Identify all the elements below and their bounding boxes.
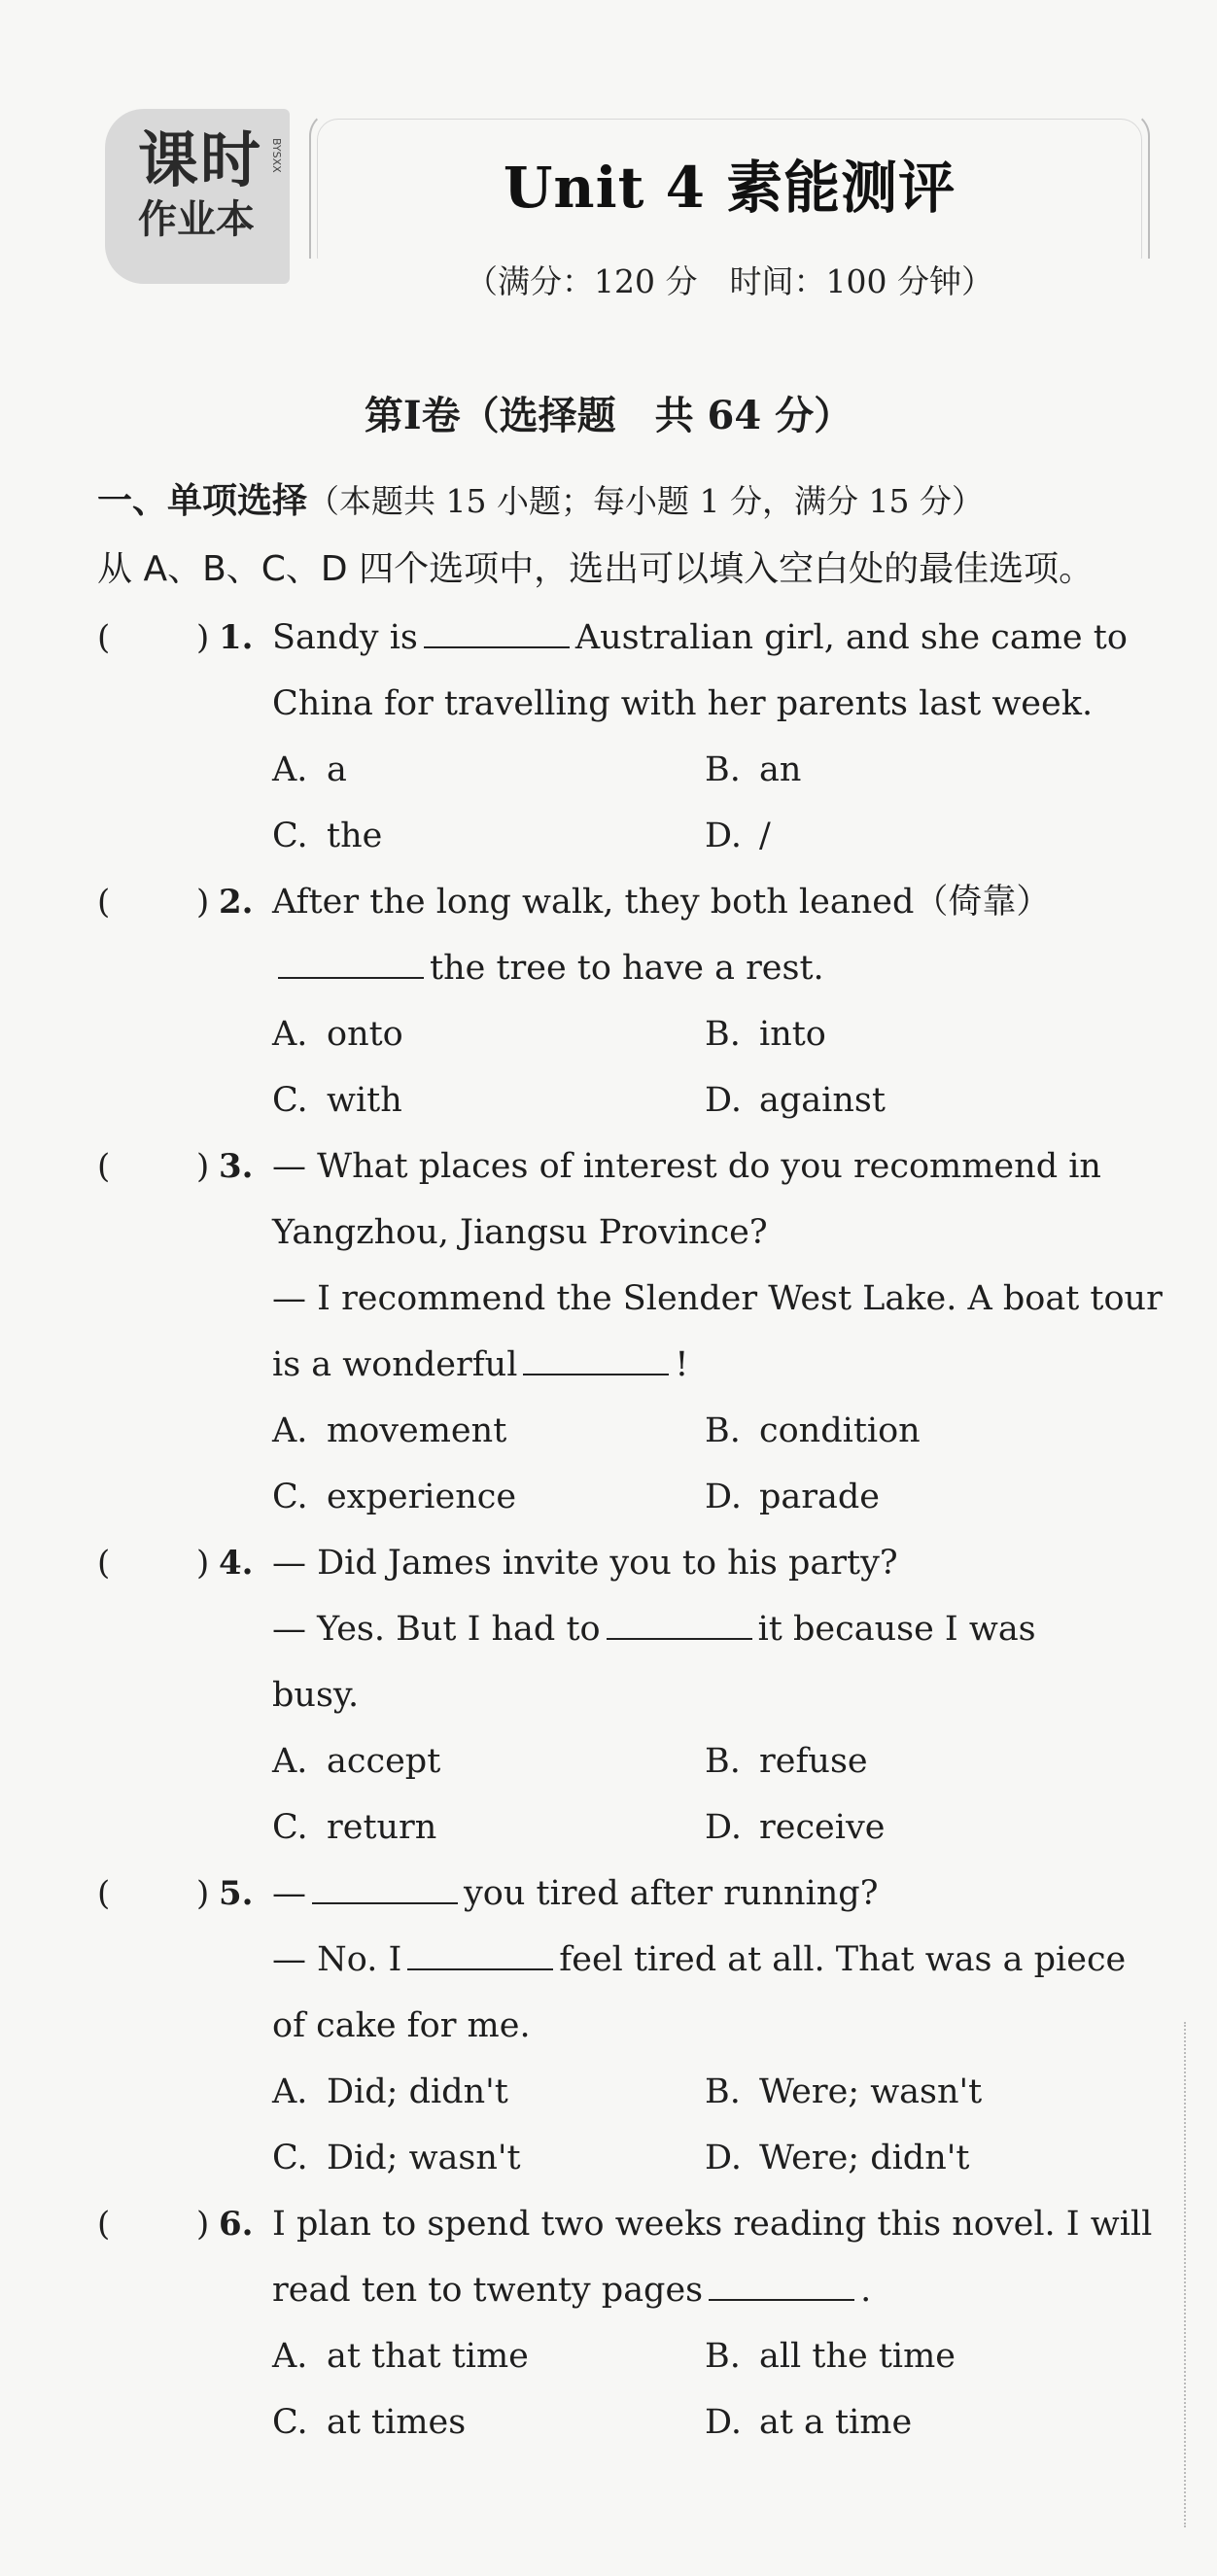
question-item bbox=[87, 1133, 1166, 1530]
stem-text: Sandy is bbox=[272, 618, 418, 657]
stem-text: ! bbox=[675, 1345, 689, 1384]
answer-option[interactable] bbox=[705, 1728, 1137, 1794]
part-heading-label: 一、单项选择 bbox=[97, 481, 308, 521]
option-letter: D. bbox=[705, 1081, 742, 1120]
option-grid bbox=[272, 1001, 1166, 1133]
answer-option[interactable] bbox=[272, 2059, 705, 2125]
option-text: Did; didn't bbox=[327, 2072, 508, 2111]
option-letter: C. bbox=[272, 1808, 308, 1847]
stem-line bbox=[272, 605, 1166, 671]
question-stem bbox=[272, 1530, 1166, 1728]
stem-text: is a wonderful bbox=[272, 1345, 518, 1384]
answer-option[interactable] bbox=[272, 2323, 705, 2389]
option-letter: A. bbox=[272, 1015, 308, 1054]
option-text: Did; wasn't bbox=[327, 2139, 521, 2177]
stem-text: — Yes. But I had to bbox=[272, 1610, 601, 1649]
option-text: condition bbox=[759, 1411, 921, 1450]
option-letter: A. bbox=[272, 2072, 308, 2111]
answer-option[interactable] bbox=[272, 1794, 705, 1861]
answer-blank[interactable] bbox=[424, 613, 570, 648]
stem-text: After the long walk, they both leaned（倚靠） bbox=[272, 883, 1051, 922]
score-time-info: （满分：120 分 时间：100 分钟） bbox=[309, 259, 1150, 305]
answer-option[interactable] bbox=[272, 1464, 705, 1530]
stem-line bbox=[272, 1993, 1166, 2059]
option-grid bbox=[272, 2059, 1166, 2191]
stem-text: it because I was bbox=[757, 1610, 1036, 1649]
stem-text: — I recommend the Slender West Lake. A boat tour bbox=[272, 1279, 1163, 1318]
option-text: accept bbox=[327, 1742, 441, 1781]
answer-option[interactable] bbox=[705, 2059, 1137, 2125]
question-item bbox=[87, 1530, 1166, 1861]
answer-option[interactable] bbox=[705, 1794, 1137, 1861]
answer-option[interactable] bbox=[272, 737, 705, 803]
question-number: 4. bbox=[219, 1544, 254, 1583]
question-item bbox=[87, 2191, 1166, 2455]
answer-blank[interactable] bbox=[278, 944, 424, 979]
option-letter: C. bbox=[272, 817, 308, 855]
option-text: a bbox=[327, 750, 347, 789]
answer-option[interactable] bbox=[272, 803, 705, 869]
option-text: all the time bbox=[759, 2337, 956, 2376]
stem-line bbox=[272, 2191, 1166, 2257]
answer-option[interactable] bbox=[705, 1398, 1137, 1464]
answer-bracket[interactable]: ( ) bbox=[97, 1147, 210, 1186]
answer-option[interactable] bbox=[272, 1067, 705, 1133]
stem-line bbox=[272, 1266, 1166, 1332]
option-letter: B. bbox=[705, 2072, 741, 2111]
answer-blank[interactable] bbox=[523, 1340, 669, 1375]
option-letter: A. bbox=[272, 750, 308, 789]
option-letter: A. bbox=[272, 2337, 308, 2376]
question-number: 2. bbox=[219, 883, 254, 922]
logo-small-text: BYSXX bbox=[270, 138, 283, 173]
question-stem bbox=[272, 869, 1166, 1001]
option-letter: C. bbox=[272, 1478, 308, 1516]
logo-text-line1: 课时 bbox=[138, 124, 263, 195]
option-text: Were; wasn't bbox=[759, 2072, 983, 2111]
stem-text: . bbox=[860, 2271, 872, 2310]
answer-option[interactable] bbox=[272, 1398, 705, 1464]
stem-text: feel tired at all. That was a piece bbox=[559, 1940, 1127, 1979]
stem-line bbox=[272, 1861, 1166, 1927]
question-list bbox=[87, 605, 1166, 2455]
stem-line bbox=[272, 1530, 1166, 1596]
stem-line bbox=[272, 1133, 1166, 1200]
question-stem bbox=[272, 2191, 1166, 2323]
option-letter: D. bbox=[705, 2139, 742, 2177]
stem-line bbox=[272, 1596, 1166, 1662]
stem-text: the tree to have a rest. bbox=[430, 949, 824, 988]
question-item bbox=[87, 605, 1166, 869]
stem-text: — What places of interest do you recommend in bbox=[272, 1147, 1101, 1186]
option-letter: C. bbox=[272, 1081, 308, 1120]
option-text: at times bbox=[327, 2403, 467, 2442]
option-letter: D. bbox=[705, 1478, 742, 1516]
answer-option[interactable] bbox=[705, 1067, 1137, 1133]
answer-blank[interactable] bbox=[709, 2266, 854, 2301]
option-grid bbox=[272, 1728, 1166, 1861]
stem-line bbox=[272, 1200, 1166, 1266]
stem-line bbox=[272, 869, 1166, 935]
logo-text-line2: 作业本 bbox=[138, 197, 255, 242]
stem-text: Australian girl, and she came to bbox=[574, 618, 1128, 657]
option-text: at that time bbox=[327, 2337, 529, 2376]
page-title: Unit 4 素能测评 bbox=[503, 155, 956, 221]
question-stem bbox=[272, 605, 1166, 737]
question-item bbox=[87, 869, 1166, 1133]
option-grid bbox=[272, 737, 1166, 869]
question-number: 5. bbox=[219, 1874, 254, 1913]
answer-option[interactable] bbox=[272, 1728, 705, 1794]
answer-blank[interactable] bbox=[407, 1935, 553, 1970]
answer-blank[interactable] bbox=[607, 1605, 752, 1640]
option-letter: B. bbox=[705, 1015, 741, 1054]
option-text: return bbox=[327, 1808, 437, 1847]
stem-text: China for travelling with her parents last week. bbox=[272, 684, 1094, 723]
option-grid bbox=[272, 1398, 1166, 1530]
stem-text: Yangzhou, Jiangsu Province? bbox=[272, 1213, 768, 1252]
stem-line bbox=[272, 671, 1166, 737]
option-letter: A. bbox=[272, 1742, 308, 1781]
stem-text: — Did James invite you to his party? bbox=[272, 1544, 898, 1583]
option-letter: D. bbox=[705, 817, 742, 855]
section-title: 第Ⅰ卷（选择题 共 64 分） bbox=[364, 393, 853, 438]
answer-bracket[interactable]: ( ) bbox=[97, 883, 210, 922]
option-grid bbox=[272, 2323, 1166, 2455]
option-text: movement bbox=[327, 1411, 507, 1450]
part-instruction: 从 A、B、C、D 四个选项中，选出可以填入空白处的最佳选项。 bbox=[97, 549, 1095, 589]
option-letter: C. bbox=[272, 2139, 308, 2177]
option-text: against bbox=[759, 1081, 886, 1120]
option-text: experience bbox=[327, 1478, 517, 1516]
option-text: the bbox=[327, 817, 383, 855]
part-heading-note: （本题共 15 小题；每小题 1 分，满分 15 分） bbox=[307, 482, 984, 520]
option-text: onto bbox=[327, 1015, 403, 1054]
stem-line bbox=[272, 2257, 1166, 2323]
stem-text: — bbox=[272, 1874, 306, 1913]
part-heading bbox=[97, 476, 984, 527]
option-text: Were; didn't bbox=[759, 2139, 970, 2177]
stem-text: you tired after running? bbox=[464, 1874, 879, 1913]
option-text: an bbox=[759, 750, 802, 789]
option-text: at a time bbox=[759, 2403, 913, 2442]
answer-option[interactable] bbox=[705, 1001, 1137, 1067]
option-letter: B. bbox=[705, 1742, 741, 1781]
answer-blank[interactable] bbox=[312, 1869, 458, 1904]
option-text: receive bbox=[759, 1808, 886, 1847]
option-text: with bbox=[327, 1081, 402, 1120]
logo-badge bbox=[105, 109, 290, 284]
option-letter: D. bbox=[705, 2403, 742, 2442]
question-number: 1. bbox=[219, 618, 254, 657]
answer-option[interactable] bbox=[272, 1001, 705, 1067]
question-number: 3. bbox=[219, 1147, 254, 1186]
stem-text: — No. I bbox=[272, 1940, 402, 1979]
option-text: / bbox=[759, 817, 771, 855]
answer-option[interactable] bbox=[705, 737, 1137, 803]
option-text: parade bbox=[759, 1478, 880, 1516]
margin-dotted-rule bbox=[1184, 2022, 1186, 2527]
question-item bbox=[87, 1861, 1166, 2191]
option-letter: C. bbox=[272, 2403, 308, 2442]
stem-line bbox=[272, 1927, 1166, 1993]
answer-option[interactable] bbox=[272, 2389, 705, 2455]
answer-option[interactable] bbox=[705, 2323, 1137, 2389]
option-letter: B. bbox=[705, 750, 741, 789]
option-text: into bbox=[759, 1015, 826, 1054]
stem-line bbox=[272, 935, 1166, 1001]
option-letter: B. bbox=[705, 2337, 741, 2376]
option-letter: D. bbox=[705, 1808, 742, 1847]
answer-bracket[interactable]: ( ) bbox=[97, 1544, 210, 1583]
option-letter: B. bbox=[705, 1411, 741, 1450]
option-letter: A. bbox=[272, 1411, 308, 1450]
answer-bracket[interactable]: ( ) bbox=[97, 618, 210, 657]
option-text: refuse bbox=[759, 1742, 868, 1781]
question-number: 6. bbox=[219, 2205, 254, 2244]
answer-bracket[interactable]: ( ) bbox=[97, 1874, 210, 1913]
stem-line bbox=[272, 1332, 1166, 1398]
answer-option[interactable] bbox=[272, 2125, 705, 2191]
answer-option[interactable] bbox=[705, 2389, 1137, 2455]
question-stem bbox=[272, 1861, 1166, 2059]
answer-option[interactable] bbox=[705, 803, 1137, 869]
stem-text: of cake for me. bbox=[272, 2006, 531, 2045]
stem-line bbox=[272, 1662, 1166, 1728]
stem-text: busy. bbox=[272, 1676, 360, 1715]
answer-option[interactable] bbox=[705, 1464, 1137, 1530]
stem-text: read ten to twenty pages bbox=[272, 2271, 704, 2310]
stem-text: I plan to spend two weeks reading this novel. I will bbox=[272, 2205, 1153, 2244]
answer-bracket[interactable]: ( ) bbox=[97, 2205, 210, 2244]
question-stem bbox=[272, 1133, 1166, 1398]
answer-option[interactable] bbox=[705, 2125, 1137, 2191]
